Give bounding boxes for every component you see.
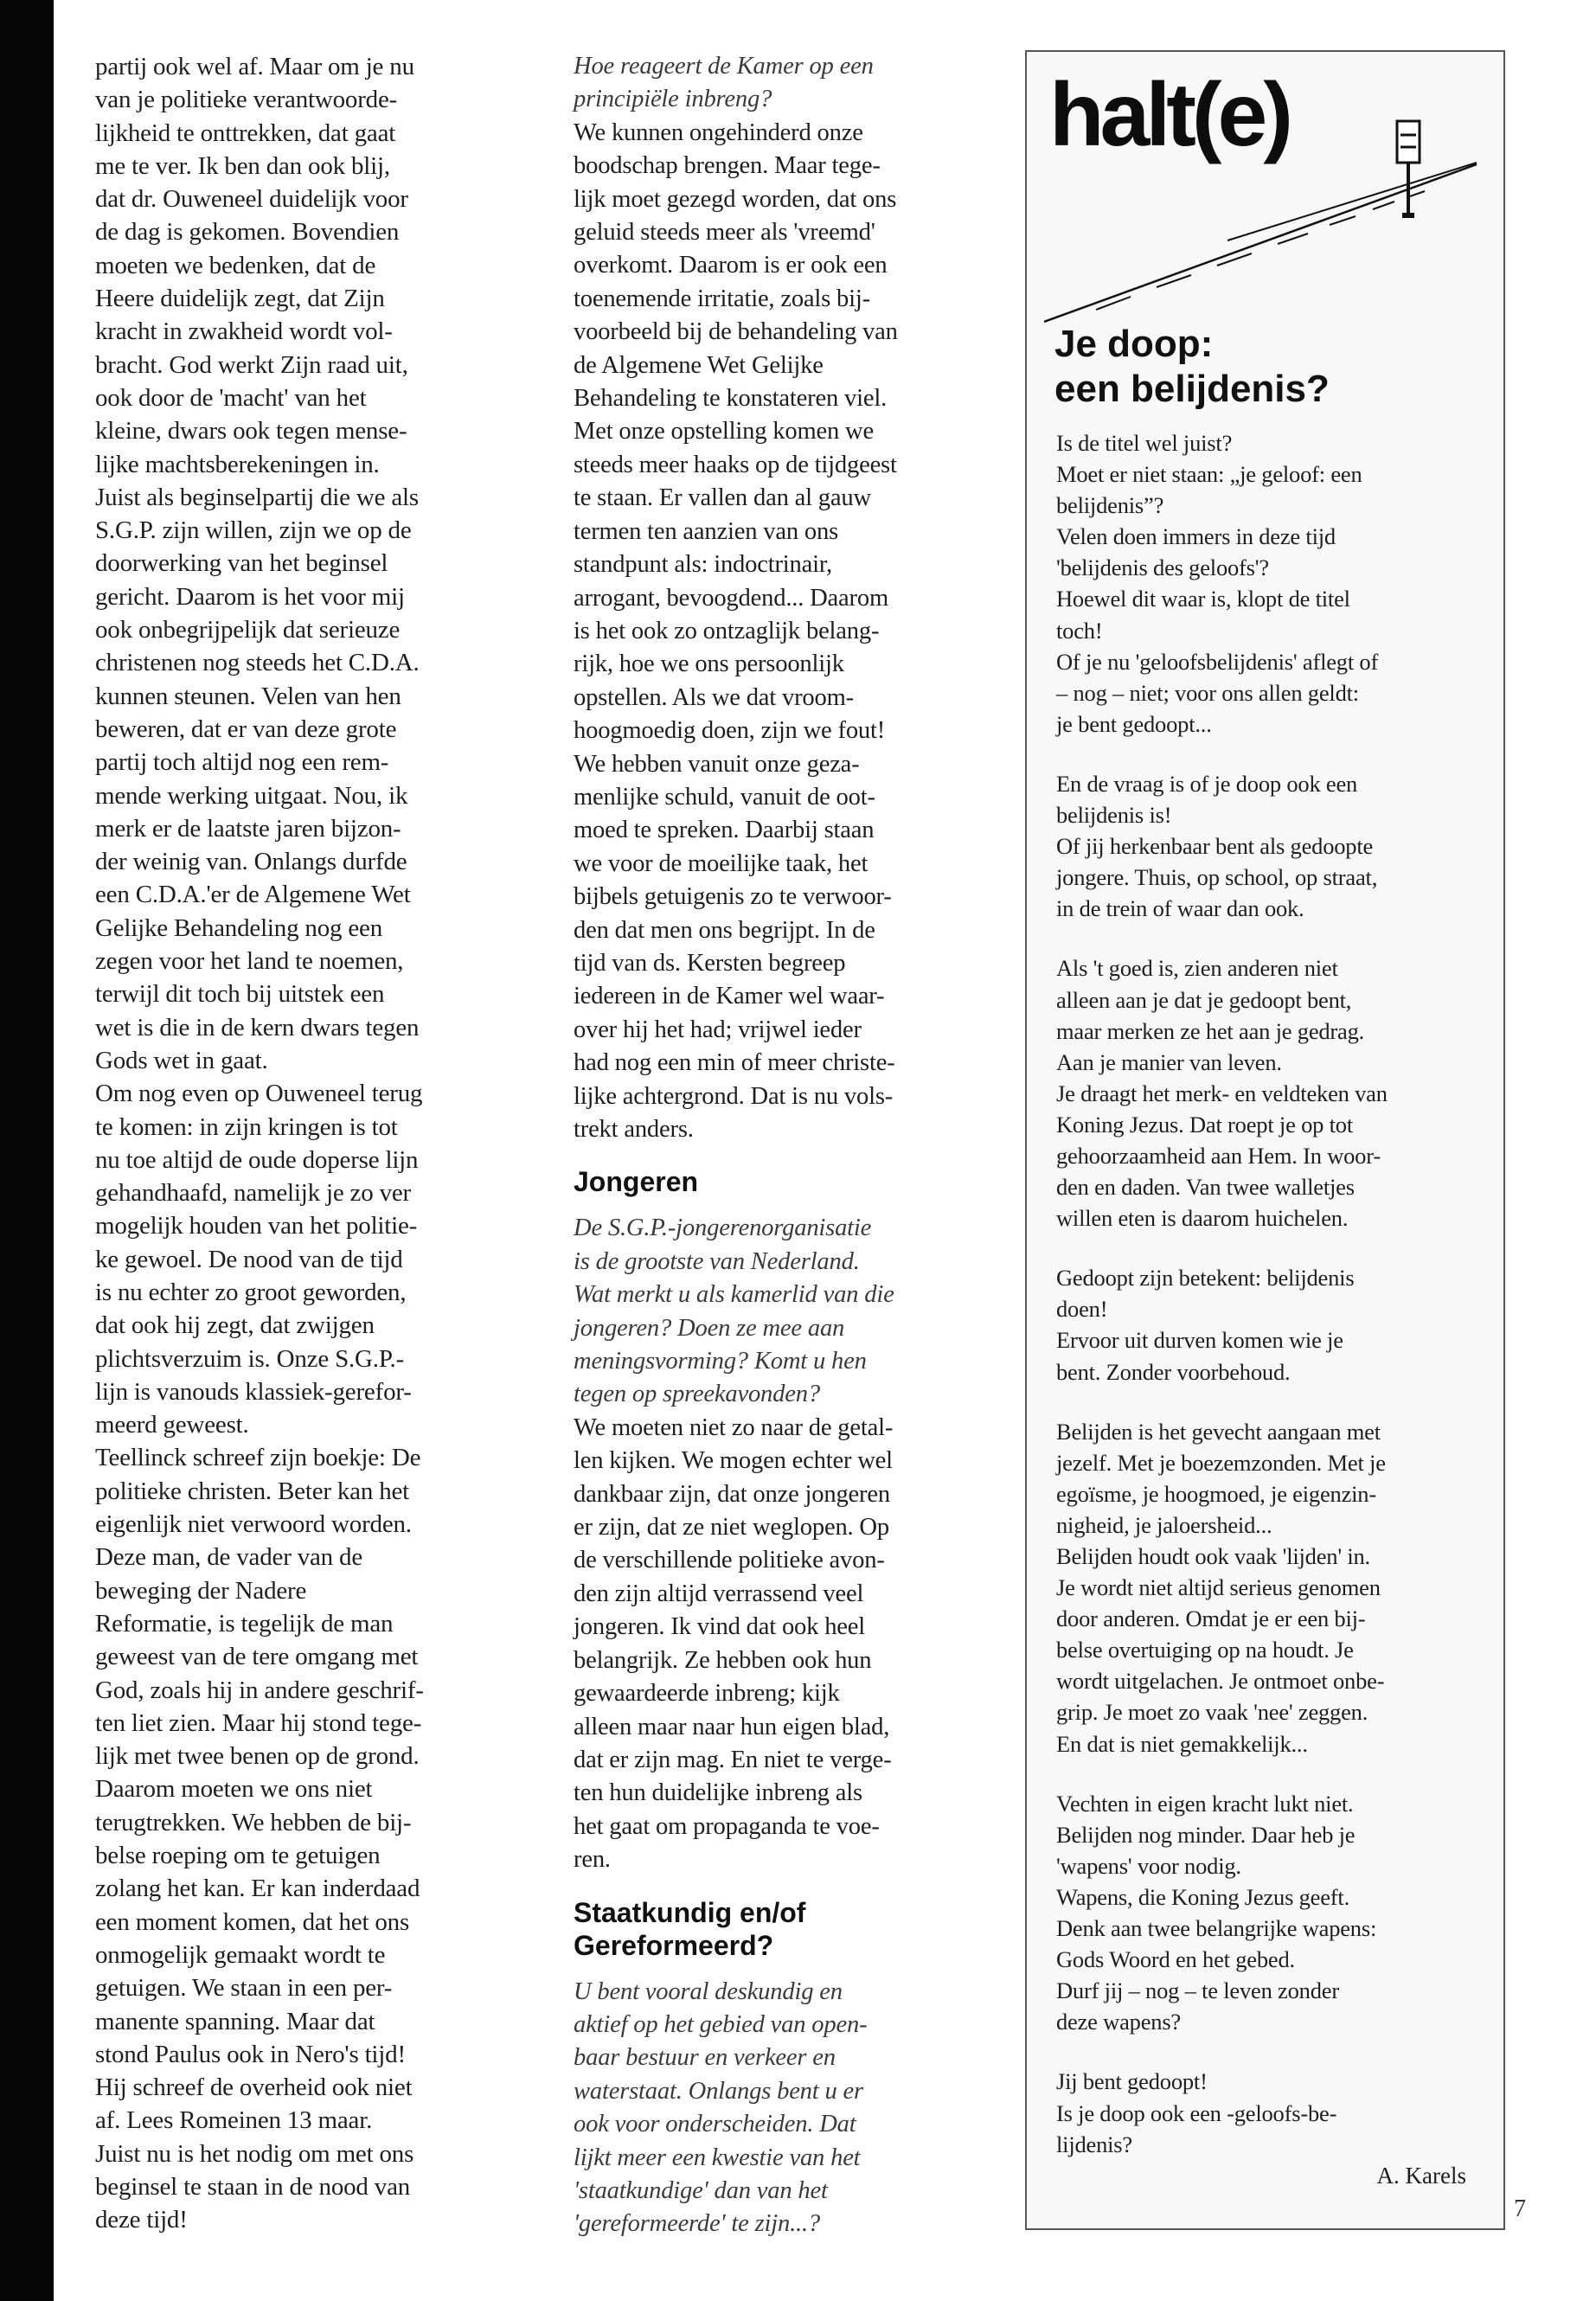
text-line: standpunt als: indoctrinair, <box>574 551 832 579</box>
text-line: Heere duidelijk zegt, dat Zijn <box>95 285 385 313</box>
text-line: eigenlijk niet verwoord worden. <box>95 1510 412 1539</box>
text-line: doorwerking van het beginsel <box>95 549 388 578</box>
text-line: beweging der Nadere <box>95 1576 307 1605</box>
text-line: God, zoals hij in andere geschrif- <box>95 1676 424 1704</box>
text-line: partij ook wel af. Maar om je nu <box>95 53 414 80</box>
text-line: Hij schreef de overheid ook niet <box>95 2073 413 2102</box>
text-line: ten hun duidelijke inbreng als <box>574 1779 862 1807</box>
text-line: zolang het kan. Er kan inderdaad <box>95 1875 420 1903</box>
sidebar-paragraph <box>1056 2066 1489 2159</box>
text-line: egoïsme, je hoogmoed, je eigenzin- <box>1056 1480 1376 1507</box>
text-line: Ervoor uit durven komen wie je <box>1056 1327 1343 1354</box>
text-line: te staan. Er vallen dan al gauw <box>574 484 871 512</box>
text-line: menlijke schuld, vanuit de oot- <box>574 783 875 811</box>
sidebar-title <box>1054 322 1330 412</box>
text-line: ook voor onderscheiden. Dat <box>574 2111 856 2138</box>
text-line: stond Paulus ook in Nero's tijd! <box>95 2040 406 2068</box>
text-line: Behandeling te konstateren viel. <box>574 385 888 413</box>
text-line: Is de titel wel juist? <box>1056 430 1233 456</box>
text-line: belijdenis”? <box>1056 492 1164 519</box>
text-line: dat er zijn mag. En niet te verge- <box>574 1746 892 1773</box>
text-line: de verschillende politieke avon- <box>574 1547 885 1574</box>
text-line: U bent vooral deskundig en <box>574 1977 843 2005</box>
text-line: merk er de laatste jaren bijzon- <box>95 814 401 843</box>
text-line: rijk, hoe we ons persoonlijk <box>574 651 844 678</box>
text-line: Velen doen immers in deze tijd <box>1056 523 1336 550</box>
text-line: Juist als beginselpartij die we als <box>95 483 419 511</box>
text-line: Belijden is het gevecht aangaan met <box>1056 1418 1381 1445</box>
column-1 <box>95 50 515 2237</box>
sidebar-paragraph <box>1056 427 1489 740</box>
text-line: bracht. God werkt Zijn raad uit, <box>95 350 408 379</box>
text-line: Jij bent gedoopt! <box>1056 2068 1208 2095</box>
text-line: lijk moet gezegd worden, dat ons <box>574 185 897 213</box>
text-line: beweren, dat er van deze grote <box>95 715 397 743</box>
text-line: jongeren? Doen ze mee aan <box>574 1314 845 1342</box>
text-line: ten liet zien. Maar hij stond tege- <box>95 1708 422 1737</box>
sidebar-title-line: Je doop: <box>1054 323 1214 365</box>
text-line: jongere. Thuis, op school, op straat, <box>1056 864 1378 891</box>
text-line: door anderen. Omdat je er een bij- <box>1056 1606 1366 1632</box>
text-line: de dag is gekomen. Bovendien <box>95 218 400 247</box>
text-line: Juist nu is het nodig om met ons <box>95 2139 414 2168</box>
text-line: Of jij herkenbaar bent als gedoopte <box>1056 833 1374 860</box>
text-line: termen ten aanzien van ons <box>574 517 839 545</box>
text-line: deze wapens? <box>1056 2009 1181 2035</box>
text-line: principiële inbreng? <box>574 86 772 113</box>
text-line: is de grootste van Nederland. <box>574 1247 860 1275</box>
text-line: lijke machtsberekeningen in. <box>95 450 380 478</box>
text-line: Vechten in eigen kracht lukt niet. <box>1056 1790 1354 1817</box>
text-line: Aan je manier van leven. <box>1056 1048 1282 1075</box>
answer-1 <box>574 117 1006 1147</box>
text-line: over hij het had; vrijwel ieder <box>574 1016 862 1043</box>
text-line: terugtrekken. We hebben de bij- <box>95 1808 412 1836</box>
text-line: plichtsverzuim is. Onze S.G.P.- <box>95 1344 405 1373</box>
text-line: We moeten niet zo naar de getal- <box>574 1413 894 1441</box>
text-line: gewaardeerde inbreng; kijk <box>574 1680 840 1708</box>
text-line: geluid steeds meer als 'vreemd' <box>574 219 875 247</box>
text-line: Je wordt niet altijd serieus genomen <box>1056 1574 1381 1601</box>
heading-jongeren: Jongeren <box>574 1166 699 1198</box>
text-line: Hoewel dit waar is, klopt de titel <box>1056 586 1350 612</box>
text-line: me te ver. Ik ben dan ook blij, <box>95 151 390 180</box>
text-line: voorbeeld bij de behandeling van <box>574 318 898 346</box>
text-line: onmogelijk gemaakt wordt te <box>95 1940 386 1969</box>
sidebar-paragraph <box>1056 768 1489 924</box>
text-line: waterstaat. Onlangs bent u er <box>574 2077 863 2105</box>
text-line: in de trein of waar dan ook. <box>1056 895 1304 922</box>
text-line: Met onze opstelling komen we <box>574 418 874 445</box>
text-line: hoogmoedig doen, zijn we fout! <box>574 717 886 745</box>
text-line: aktief op het gebied van open- <box>574 2010 868 2038</box>
text-line: getuigen. We staan in een per- <box>95 1974 393 2003</box>
text-line: En de vraag is of je doop ook een <box>1056 770 1358 797</box>
text-line: len kijken. We mogen echter wel <box>574 1447 893 1475</box>
text-line: politieke christen. Beter kan het <box>95 1477 410 1505</box>
text-line: Durf jij – nog – te leven zonder <box>1056 1977 1339 2004</box>
text-line: – nog – niet; voor ons allen geldt: <box>1056 679 1359 706</box>
text-line: is nu echter zo groot geworden, <box>95 1278 407 1306</box>
text-line: lijkheid te onttrekken, dat gaat <box>95 119 396 147</box>
text-line: partij toch altijd nog een rem- <box>95 748 389 777</box>
text-line: meningsvorming? Komt u hen <box>574 1348 867 1375</box>
text-line: 'gereformeerde' te zijn...? <box>574 2210 821 2238</box>
text-line: dankbaar zijn, dat onze jongeren <box>574 1480 890 1508</box>
text-line: gehandhaafd, namelijk je zo ver <box>95 1179 411 1208</box>
text-line: doen! <box>1056 1296 1108 1323</box>
text-line: het gaat om propaganda te voe- <box>574 1812 880 1840</box>
text-line: nu toe altijd de oude doperse lijn <box>95 1145 419 1174</box>
text-line: Gods Woord en het gebed. <box>1056 1946 1295 1973</box>
heading-line: Staatkundig en/of <box>574 1896 806 1928</box>
sidebar-paragraph <box>1056 952 1489 1234</box>
text-line: 'staatkundige' dan van het <box>574 2176 828 2204</box>
text-line: We kunnen ongehinderd onze <box>574 119 863 146</box>
text-line: lijn is vanouds klassiek-gerefor- <box>95 1377 412 1406</box>
text-line: Reformatie, is tegelijk de man <box>95 1609 394 1638</box>
text-line: een C.D.A.'er de Algemene Wet <box>95 881 411 909</box>
text-line: ook door de 'macht' van het <box>95 383 367 412</box>
scan-edge <box>0 0 54 2301</box>
text-line: bent. Zonder voorbehoud. <box>1056 1358 1291 1385</box>
text-line: Gedoopt zijn betekent: belijdenis <box>1056 1265 1355 1292</box>
text-line: te komen: in zijn kringen is tot <box>95 1112 398 1141</box>
column-2 <box>574 50 1006 2241</box>
text-line: ren. <box>574 1846 611 1874</box>
text-line: Als 't goed is, zien anderen niet <box>1056 955 1338 982</box>
text-line: Belijden houdt ook vaak 'lijden' in. <box>1056 1543 1370 1569</box>
halte-sidebar <box>1025 50 1505 2230</box>
text-line: christenen nog steeds het C.D.A. <box>95 649 420 677</box>
text-line: wordt uitgelachen. Je ontmoet onbe- <box>1056 1668 1385 1695</box>
text-line: den en daden. Van twee walletjes <box>1056 1174 1355 1201</box>
text-line: alleen aan je dat je gedoopt bent, <box>1056 986 1352 1013</box>
text-line: tegen op spreekavonden? <box>574 1381 820 1408</box>
text-line: trekt anders. <box>574 1116 694 1143</box>
text-line: is het ook zo ontzaglijk belang- <box>574 617 880 644</box>
text-line: S.G.P. zijn willen, zijn we op de <box>95 516 412 545</box>
text-line: alleen maar naar hun eigen blad, <box>574 1713 890 1740</box>
text-line: bijbels getuigenis zo te verwoor- <box>574 883 892 911</box>
text-line: Hoe reageert de Kamer op een <box>574 53 874 80</box>
text-line: af. Lees Romeinen 13 maar. <box>95 2106 373 2135</box>
text-line: Belijden nog minder. Daar heb je <box>1056 1821 1356 1848</box>
text-line: had nog een min of meer christe- <box>574 1049 895 1077</box>
text-line: moed te spreken. Daarbij staan <box>574 817 875 844</box>
text-line: kleine, dwars ook tegen mense- <box>95 417 407 445</box>
sidebar-paragraph <box>1056 1416 1489 1759</box>
text-line: lijke achtergrond. Dat is nu vols- <box>574 1082 894 1110</box>
text-line: wet is die in de kern dwars tegen <box>95 1013 420 1042</box>
heading-staatkundig <box>574 1896 1006 1962</box>
text-line: steeds meer haaks op de tijdgeest <box>574 451 897 478</box>
text-line: Of je nu 'geloofsbelijdenis' aflegt of <box>1056 648 1379 675</box>
text-line: jongeren. Ik vind dat ook heel <box>574 1613 866 1641</box>
text-line: deze tijd! <box>95 2206 188 2234</box>
heading-line: Gereformeerd? <box>574 1929 774 1961</box>
text-line: gericht. Daarom is het voor mij <box>95 582 405 611</box>
text-line: willen eten is daarom huichelen. <box>1056 1205 1349 1232</box>
text-line: den zijn altijd verrassend veel <box>574 1580 864 1607</box>
text-line: belangrijk. Ze hebben ook hun <box>574 1646 872 1674</box>
text-line: mende werking uitgaat. Nou, ik <box>95 781 408 810</box>
text-line: de Algemene Wet Gelijke <box>574 351 824 379</box>
text-line: Koning Jezus. Dat roept je op tot <box>1056 1111 1353 1138</box>
text-line: een moment komen, dat het ons <box>95 1907 410 1936</box>
text-line: iedereen in de Kamer wel waar- <box>574 983 885 1010</box>
text-line: Daarom moeten we ons niet <box>95 1775 373 1804</box>
halte-logo: halt(e) <box>1049 65 1289 165</box>
text-line: je bent gedoopt... <box>1056 710 1212 737</box>
text-line: van je politieke verantwoorde- <box>95 86 398 114</box>
text-line: mogelijk houden van het politie- <box>95 1212 418 1240</box>
text-line: lijk met twee benen op de grond. <box>95 1742 420 1771</box>
text-line: Wat merkt u als kamerlid van die <box>574 1281 894 1309</box>
text-line: En dat is niet gemakkelijk... <box>1056 1730 1308 1757</box>
text-line: Om nog even op Ouweneel terug <box>95 1080 423 1108</box>
question-1 <box>574 50 1006 117</box>
text-line: Moet er niet staan: „je geloof: een <box>1056 461 1362 488</box>
text-line: 'belijdenis des geloofs'? <box>1056 554 1269 581</box>
text-line: lijkt meer een kwestie van het <box>574 2144 861 2171</box>
text-line: arrogant, bevoogdend... Daarom <box>574 584 889 612</box>
text-line: meerd geweest. <box>95 1411 249 1439</box>
text-line: den dat men ons begrijpt. In de <box>574 916 875 944</box>
text-line: belijdenis is! <box>1056 802 1172 829</box>
text-line: grip. Je moet zo vaak 'nee' zeggen. <box>1056 1699 1368 1726</box>
text-line: der weinig van. Onlangs durfde <box>95 848 407 876</box>
sidebar-paragraph <box>1056 1262 1489 1387</box>
text-line: overkomt. Daarom is er ook een <box>574 252 888 279</box>
text-line: opstellen. Als we dat vroom- <box>574 683 854 711</box>
text-line: Is je doop ook een -geloofs-be- <box>1056 2099 1337 2126</box>
text-line: belse overtuiging op na houdt. Je <box>1056 1637 1354 1663</box>
text-line: nigheid, je jaloersheid... <box>1056 1511 1272 1538</box>
text-line: 'wapens' voor nodig. <box>1056 1852 1241 1879</box>
text-line: geweest van de tere omgang met <box>95 1643 419 1671</box>
text-line: kracht in zwakheid wordt vol- <box>95 317 393 346</box>
text-line: boodschap brengen. Maar tege- <box>574 152 881 180</box>
text-line: jezelf. Met je boezemzonden. Met je <box>1056 1449 1386 1476</box>
text-line: baar bestuur en verkeer en <box>574 2044 836 2072</box>
text-line: kunnen steunen. Velen van hen <box>95 682 401 710</box>
sidebar-paragraph <box>1056 1788 1489 2038</box>
text-line: De S.G.P.-jongerenorganisatie <box>574 1215 872 1242</box>
text-line: tijd van ds. Kersten begreep <box>574 949 846 977</box>
text-line: Teellinck schreef zijn boekje: De <box>95 1444 421 1472</box>
text-line: beginsel te staan in de nood van <box>95 2173 411 2201</box>
text-line: Deze man, de vader van de <box>95 1543 363 1572</box>
text-line: manente spanning. Maar dat <box>95 2007 375 2035</box>
page-number: 7 <box>1514 2195 1526 2222</box>
sidebar-title-line: een belijdenis? <box>1054 368 1330 410</box>
text-line: We hebben vanuit onze geza- <box>574 750 860 778</box>
text-line: moeten we bedenken, dat de <box>95 251 376 279</box>
sidebar-body <box>1056 427 1489 2191</box>
text-line: dat ook hij zegt, dat zwijgen <box>95 1311 375 1340</box>
text-line: ke gewoel. De nood van de tijd <box>95 1245 403 1273</box>
question-2 <box>574 1212 1006 1411</box>
text-line: we voor de moeilijke taak, het <box>574 849 869 877</box>
text-line: Denk aan twee belangrijke wapens: <box>1056 1915 1377 1942</box>
text-line: er zijn, dat ze niet weglopen. Op <box>574 1514 889 1541</box>
text-line: toenemende irritatie, zoals bij- <box>574 285 870 312</box>
text-line: Gods wet in gaat. <box>95 1046 268 1074</box>
text-line: lijdenis? <box>1056 2131 1132 2157</box>
text-line: toch! <box>1056 617 1103 644</box>
text-line: maar merken ze het aan je gedrag. <box>1056 1017 1365 1044</box>
text-line: belse roeping om te getuigen <box>95 1842 381 1870</box>
text-line: ook onbegrijpelijk dat serieuze <box>95 616 401 644</box>
text-line: zegen voor het land te noemen, <box>95 947 404 976</box>
text-line: Gelijke Behandeling nog een <box>95 913 383 942</box>
text-line: terwijl dit toch bij uitstek een <box>95 980 385 1009</box>
author-signature: A. Karels <box>1376 2162 1466 2189</box>
text-line: dat dr. Ouweneel duidelijk voor <box>95 185 408 214</box>
text-line: Wapens, die Koning Jezus geeft. <box>1056 1883 1350 1910</box>
text-line: gehoorzaamheid aan Hem. In woor- <box>1056 1142 1381 1169</box>
question-3 <box>574 1976 1006 2241</box>
text-line: Je draagt het merk- en veldteken van <box>1056 1080 1388 1106</box>
answer-2 <box>574 1412 1006 1877</box>
